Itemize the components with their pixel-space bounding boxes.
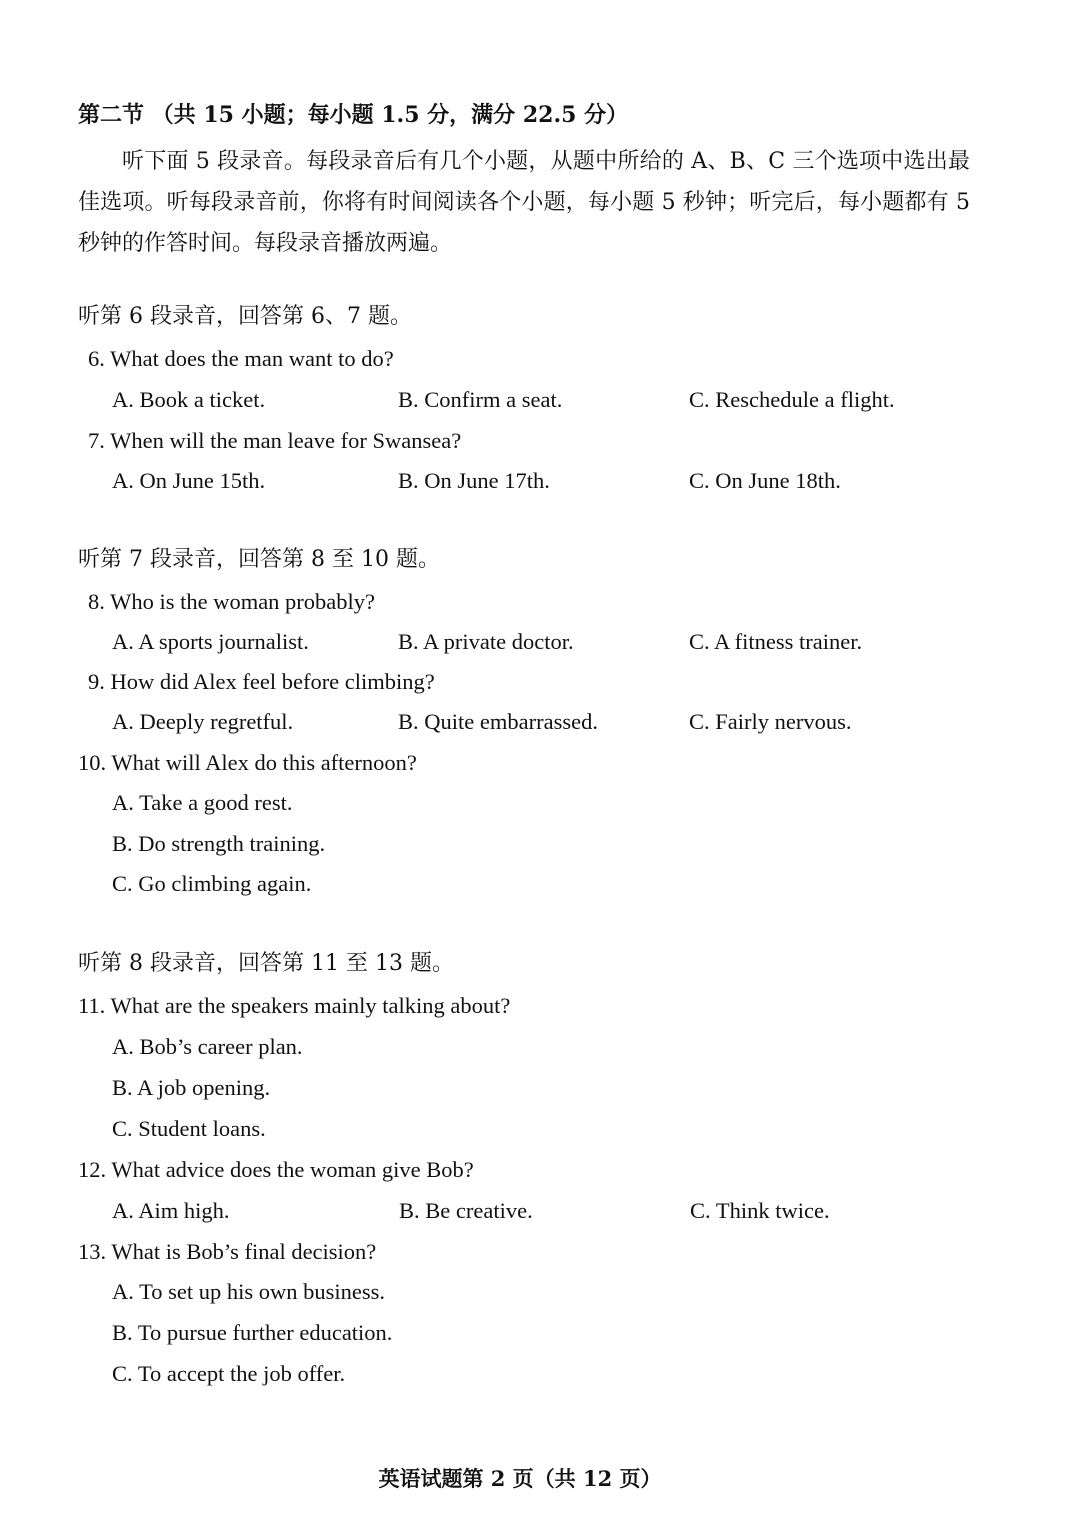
option-c: C. On June 18th. <box>689 468 841 493</box>
group-header: 听第 7 段录音，回答第 8 至 10 题。 <box>78 547 440 572</box>
option-b: B. A job opening. <box>112 1075 271 1100</box>
question-stem: 7. When will the man leave for Swansea? <box>88 428 462 453</box>
option-b: B. Be creative. <box>399 1198 533 1223</box>
question-stem: 9. How did Alex feel before climbing? <box>88 669 435 694</box>
option-b: B. Quite embarrassed. <box>398 709 598 734</box>
option-b: B. To pursue further education. <box>112 1320 393 1345</box>
option-a: A. Book a ticket. <box>112 387 266 412</box>
option-a: A. Bob’s career plan. <box>112 1034 303 1059</box>
group-header: 听第 8 段录音，回答第 11 至 13 题。 <box>78 951 454 976</box>
group-header: 听第 6 段录音，回答第 6、7 题。 <box>78 304 412 329</box>
question-stem: 10. What will Alex do this afternoon? <box>78 750 417 775</box>
option-c: C. Reschedule a flight. <box>689 387 895 412</box>
question-stem: 11. What are the speakers mainly talking about? <box>78 993 511 1018</box>
option-a: A. Deeply regretful. <box>112 709 294 734</box>
option-a: A. On June 15th. <box>112 468 266 493</box>
option-c: C. Go climbing again. <box>112 871 312 896</box>
question-stem: 13. What is Bob’s final decision? <box>78 1239 377 1264</box>
question-stem: 8. Who is the woman probably? <box>88 589 376 614</box>
question-stem: 6. What does the man want to do? <box>88 346 394 371</box>
page-footer: 英语试题第 2 页（共 12 页） <box>378 1466 662 1491</box>
section-instructions: 听下面 5 段录音。每段录音后有几个小题，从题中所给的 A、B、C 三个选项中选出最佳选项。听每段录音前，你将有时间阅读各个小题，每小题 5 秒钟；听完后，每小题都有 5 秒钟的作答时间。每段录音播放两遍。 <box>78 149 970 256</box>
question-stem: 12. What advice does the woman give Bob? <box>78 1157 474 1182</box>
option-b: B. A private doctor. <box>398 629 574 654</box>
option-c: C. Student loans. <box>112 1116 266 1141</box>
option-a: A. To set up his own business. <box>112 1279 386 1304</box>
option-c: C. To accept the job offer. <box>112 1361 346 1386</box>
section-title: 第二节 （共 15 小题；每小题 1.5 分，满分 22.5 分） <box>78 102 629 128</box>
option-a: A. Aim high. <box>112 1198 230 1223</box>
option-b: B. On June 17th. <box>398 468 550 493</box>
option-a: A. Take a good rest. <box>112 790 293 815</box>
option-b: B. Do strength training. <box>112 831 326 856</box>
option-c: C. Think twice. <box>690 1198 830 1223</box>
option-a: A. A sports journalist. <box>112 629 309 654</box>
option-b: B. Confirm a seat. <box>398 387 563 412</box>
option-c: C. Fairly nervous. <box>689 709 852 734</box>
option-c: C. A fitness trainer. <box>689 629 863 654</box>
